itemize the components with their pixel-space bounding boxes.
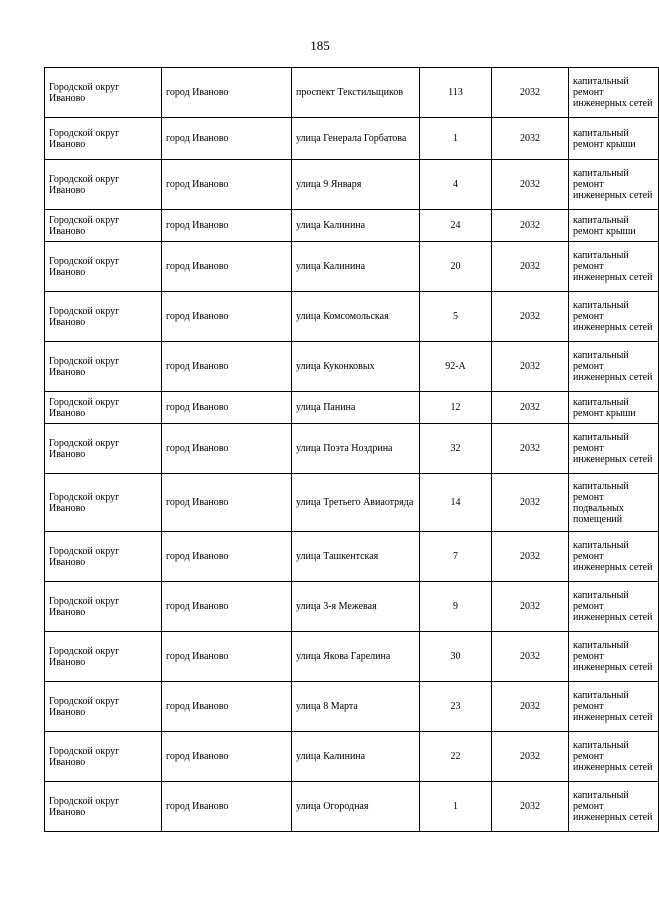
year-cell: 2032 bbox=[492, 632, 569, 682]
table-row bbox=[45, 732, 659, 782]
year-cell: 2032 bbox=[492, 160, 569, 210]
house-number-cell: 12 bbox=[420, 392, 492, 424]
street-cell: улица Третьего Авиаотряда bbox=[292, 474, 420, 532]
work-type-cell: капитальный ремонт инженерных сетей bbox=[569, 632, 659, 682]
street-cell: улица 8 Марта bbox=[292, 682, 420, 732]
table-row bbox=[45, 392, 659, 424]
year-cell: 2032 bbox=[492, 210, 569, 242]
table-row bbox=[45, 68, 659, 118]
district-cell: Городской округ Иваново bbox=[45, 732, 162, 782]
year-cell: 2032 bbox=[492, 532, 569, 582]
house-number-cell: 9 bbox=[420, 582, 492, 632]
table-row bbox=[45, 160, 659, 210]
work-type-cell: капитальный ремонт инженерных сетей bbox=[569, 292, 659, 342]
house-number-cell: 7 bbox=[420, 532, 492, 582]
work-type-cell: капитальный ремонт инженерных сетей bbox=[569, 160, 659, 210]
work-type-cell: капитальный ремонт инженерных сетей bbox=[569, 532, 659, 582]
street-cell: улица Якова Гарелина bbox=[292, 632, 420, 682]
house-number-cell: 113 bbox=[420, 68, 492, 118]
city-cell: город Иваново bbox=[162, 342, 292, 392]
house-number-cell: 22 bbox=[420, 732, 492, 782]
house-number-cell: 23 bbox=[420, 682, 492, 732]
city-cell: город Иваново bbox=[162, 532, 292, 582]
city-cell: город Иваново bbox=[162, 392, 292, 424]
district-cell: Городской округ Иваново bbox=[45, 292, 162, 342]
house-number-cell: 4 bbox=[420, 160, 492, 210]
district-cell: Городской округ Иваново bbox=[45, 424, 162, 474]
city-cell: город Иваново bbox=[162, 242, 292, 292]
house-number-cell: 1 bbox=[420, 782, 492, 832]
year-cell: 2032 bbox=[492, 68, 569, 118]
street-cell: улица Огородная bbox=[292, 782, 420, 832]
work-type-cell: капитальный ремонт инженерных сетей bbox=[569, 342, 659, 392]
street-cell: улица Ташкентская bbox=[292, 532, 420, 582]
year-cell: 2032 bbox=[492, 342, 569, 392]
street-cell: улица 3-я Межевая bbox=[292, 582, 420, 632]
table-row bbox=[45, 474, 659, 532]
page-number: 185 bbox=[310, 38, 330, 53]
repair-schedule-table bbox=[44, 67, 659, 832]
street-cell: улица Калинина bbox=[292, 242, 420, 292]
work-type-cell: капитальный ремонт инженерных сетей bbox=[569, 732, 659, 782]
district-cell: Городской округ Иваново bbox=[45, 342, 162, 392]
district-cell: Городской округ Иваново bbox=[45, 532, 162, 582]
street-cell: улица Куконковых bbox=[292, 342, 420, 392]
street-cell: улица Комсомольская bbox=[292, 292, 420, 342]
year-cell: 2032 bbox=[492, 118, 569, 160]
year-cell: 2032 bbox=[492, 242, 569, 292]
district-cell: Городской округ Иваново bbox=[45, 632, 162, 682]
house-number-cell: 92-А bbox=[420, 342, 492, 392]
street-cell: улица Калинина bbox=[292, 210, 420, 242]
year-cell: 2032 bbox=[492, 782, 569, 832]
house-number-cell: 30 bbox=[420, 632, 492, 682]
table-row bbox=[45, 632, 659, 682]
table-row bbox=[45, 342, 659, 392]
district-cell: Городской округ Иваново bbox=[45, 210, 162, 242]
table-row bbox=[45, 532, 659, 582]
city-cell: город Иваново bbox=[162, 582, 292, 632]
year-cell: 2032 bbox=[492, 732, 569, 782]
city-cell: город Иваново bbox=[162, 292, 292, 342]
work-type-cell: капитальный ремонт крыши bbox=[569, 118, 659, 160]
table-row bbox=[45, 210, 659, 242]
work-type-cell: капитальный ремонт инженерных сетей bbox=[569, 424, 659, 474]
work-type-cell: капитальный ремонт инженерных сетей bbox=[569, 68, 659, 118]
work-type-cell: капитальный ремонт подвальных помещений bbox=[569, 474, 659, 532]
year-cell: 2032 bbox=[492, 474, 569, 532]
year-cell: 2032 bbox=[492, 392, 569, 424]
district-cell: Городской округ Иваново bbox=[45, 392, 162, 424]
district-cell: Городской округ Иваново bbox=[45, 682, 162, 732]
year-cell: 2032 bbox=[492, 682, 569, 732]
table-row bbox=[45, 582, 659, 632]
district-cell: Городской округ Иваново bbox=[45, 782, 162, 832]
table-row bbox=[45, 682, 659, 732]
street-cell: улица Калинина bbox=[292, 732, 420, 782]
work-type-cell: капитальный ремонт инженерных сетей bbox=[569, 582, 659, 632]
table-row bbox=[45, 782, 659, 832]
city-cell: город Иваново bbox=[162, 732, 292, 782]
work-type-cell: капитальный ремонт инженерных сетей bbox=[569, 782, 659, 832]
district-cell: Городской округ Иваново bbox=[45, 474, 162, 532]
work-type-cell: капитальный ремонт крыши bbox=[569, 210, 659, 242]
work-type-cell: капитальный ремонт инженерных сетей bbox=[569, 242, 659, 292]
table-row bbox=[45, 118, 659, 160]
year-cell: 2032 bbox=[492, 582, 569, 632]
year-cell: 2032 bbox=[492, 424, 569, 474]
house-number-cell: 20 bbox=[420, 242, 492, 292]
city-cell: город Иваново bbox=[162, 632, 292, 682]
city-cell: город Иваново bbox=[162, 424, 292, 474]
house-number-cell: 32 bbox=[420, 424, 492, 474]
table-row bbox=[45, 424, 659, 474]
city-cell: город Иваново bbox=[162, 160, 292, 210]
table-row bbox=[45, 242, 659, 292]
district-cell: Городской округ Иваново bbox=[45, 242, 162, 292]
street-cell: улица 9 Января bbox=[292, 160, 420, 210]
district-cell: Городской округ Иваново bbox=[45, 582, 162, 632]
house-number-cell: 14 bbox=[420, 474, 492, 532]
house-number-cell: 1 bbox=[420, 118, 492, 160]
work-type-cell: капитальный ремонт крыши bbox=[569, 392, 659, 424]
city-cell: город Иваново bbox=[162, 682, 292, 732]
house-number-cell: 5 bbox=[420, 292, 492, 342]
district-cell: Городской округ Иваново bbox=[45, 118, 162, 160]
city-cell: город Иваново bbox=[162, 118, 292, 160]
city-cell: город Иваново bbox=[162, 782, 292, 832]
district-cell: Городской округ Иваново bbox=[45, 68, 162, 118]
house-number-cell: 24 bbox=[420, 210, 492, 242]
city-cell: город Иваново bbox=[162, 210, 292, 242]
work-type-cell: капитальный ремонт инженерных сетей bbox=[569, 682, 659, 732]
year-cell: 2032 bbox=[492, 292, 569, 342]
district-cell: Городской округ Иваново bbox=[45, 160, 162, 210]
street-cell: улица Панина bbox=[292, 392, 420, 424]
street-cell: улица Поэта Ноздрина bbox=[292, 424, 420, 474]
street-cell: улица Генерала Горбатова bbox=[292, 118, 420, 160]
city-cell: город Иваново bbox=[162, 68, 292, 118]
street-cell: проспект Текстильщиков bbox=[292, 68, 420, 118]
table-row bbox=[45, 292, 659, 342]
city-cell: город Иваново bbox=[162, 474, 292, 532]
